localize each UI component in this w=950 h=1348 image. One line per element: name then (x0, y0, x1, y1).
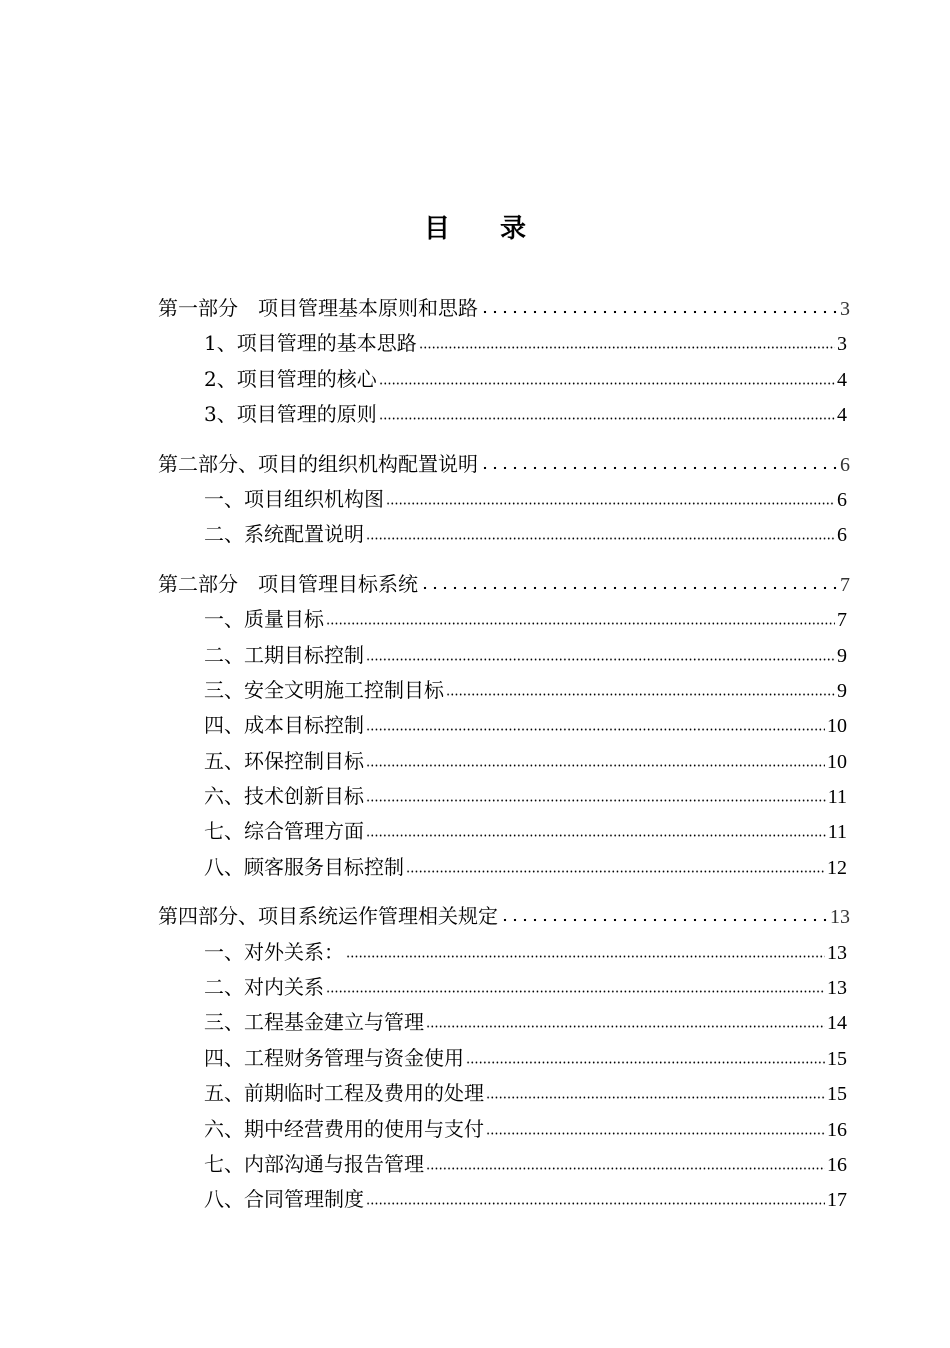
toc-page-number: 15 (827, 1047, 847, 1070)
toc-page-number: 16 (827, 1153, 847, 1176)
toc-page-number: 13 (830, 906, 850, 929)
toc-entry-text: 二、工期目标控制 (204, 642, 364, 667)
toc-entry-text: 五、环保控制目标 (204, 748, 364, 773)
toc-sub-entry[interactable] (0, 483, 950, 518)
toc-sub-entry[interactable] (0, 1148, 950, 1183)
toc-page-number: 6 (837, 488, 847, 511)
toc-page-number: 3 (840, 298, 850, 320)
toc-dot-leader (426, 1014, 825, 1028)
toc-entry-text: 三、安全文明施工控制目标 (204, 677, 444, 702)
table-of-contents (0, 292, 950, 1233)
toc-entry-text: 2、项目管理的核心 (204, 366, 377, 391)
toc-sub-entry[interactable] (0, 971, 950, 1006)
toc-page-number: 4 (837, 404, 847, 427)
toc-title (0, 208, 950, 245)
toc-entry-text: 第一部分 项目管理基本原则和思路 (158, 296, 478, 320)
toc-sub-entry[interactable] (0, 851, 950, 886)
toc-dot-leader (379, 406, 835, 420)
toc-sub-entry[interactable] (0, 398, 950, 433)
toc-dot-leader (446, 682, 835, 696)
toc-dot-leader (366, 823, 826, 837)
toc-dot-leader (346, 944, 825, 958)
toc-title-char-2: 录 (500, 214, 527, 244)
toc-sub-entry[interactable] (0, 709, 950, 744)
toc-entry-text: 一、质量目标 (204, 607, 324, 632)
toc-sub-entry[interactable] (0, 1113, 950, 1148)
toc-entry-text: 第二部分 项目管理目标系统 (158, 571, 418, 596)
toc-section (0, 448, 950, 554)
toc-entry-text: 五、前期临时工程及费用的处理 (204, 1081, 484, 1106)
toc-dot-leader (366, 717, 825, 731)
toc-entry-text: 1、项目管理的基本思路 (204, 331, 417, 356)
toc-dot-leader (500, 908, 828, 922)
toc-sub-entry[interactable] (0, 639, 950, 674)
toc-sub-entry[interactable] (0, 1183, 950, 1218)
toc-entry-text: 六、技术创新目标 (204, 784, 364, 809)
toc-entry-text: 三、工程基金建立与管理 (204, 1010, 424, 1035)
toc-dot-leader (386, 491, 835, 505)
toc-page-number: 11 (827, 786, 847, 809)
toc-page-number: 14 (827, 1012, 847, 1035)
toc-page-number: 7 (840, 573, 850, 596)
toc-entry-text: 二、对内关系 (204, 975, 324, 1000)
toc-heading-entry[interactable] (0, 900, 950, 935)
toc-sub-entry[interactable] (0, 1042, 950, 1077)
toc-sub-entry[interactable] (0, 745, 950, 780)
toc-dot-leader (480, 456, 838, 470)
toc-page-number: 6 (840, 453, 850, 476)
toc-entry-text: 八、顾客服务目标控制 (204, 854, 404, 879)
toc-dot-leader (406, 859, 825, 873)
toc-heading-entry[interactable] (0, 568, 950, 603)
toc-page-number: 13 (827, 941, 847, 964)
toc-dot-leader (486, 1121, 825, 1135)
toc-entry-text: 第四部分、项目系统运作管理相关规定 (158, 904, 498, 929)
toc-dot-leader (366, 788, 826, 802)
toc-page-number: 10 (827, 750, 847, 773)
toc-heading-entry[interactable] (0, 448, 950, 483)
toc-sub-entry[interactable] (0, 363, 950, 398)
toc-dot-leader (419, 335, 835, 349)
toc-dot-leader (379, 371, 835, 385)
toc-sub-entry[interactable] (0, 1077, 950, 1112)
toc-section (0, 900, 950, 1219)
toc-entry-text: 七、综合管理方面 (204, 819, 364, 844)
toc-entry-text: 四、成本目标控制 (204, 713, 364, 738)
toc-entry-text: 六、期中经营费用的使用与支付 (204, 1116, 484, 1141)
toc-sub-entry[interactable] (0, 327, 950, 362)
toc-page-number: 16 (827, 1118, 847, 1141)
toc-dot-leader (366, 753, 825, 767)
toc-heading-entry[interactable] (0, 292, 950, 327)
toc-page-number: 17 (827, 1189, 847, 1212)
toc-section (0, 568, 950, 887)
toc-dot-leader (466, 1050, 825, 1064)
toc-page-number: 11 (827, 821, 847, 844)
toc-dot-leader (480, 300, 838, 314)
toc-sub-entry[interactable] (0, 815, 950, 850)
toc-dot-leader (366, 1191, 825, 1205)
toc-page-number: 13 (827, 977, 847, 1000)
toc-title-char-1: 目 (423, 214, 450, 244)
toc-sub-entry[interactable] (0, 1006, 950, 1041)
toc-page-number: 12 (827, 856, 847, 879)
toc-page-number: 15 (827, 1083, 847, 1106)
toc-dot-leader (486, 1085, 825, 1099)
toc-page-number: 4 (837, 368, 847, 391)
toc-entry-text: 第二部分、项目的组织机构配置说明 (158, 451, 478, 476)
toc-dot-leader (326, 979, 825, 993)
toc-sub-entry[interactable] (0, 518, 950, 553)
toc-page-number: 9 (837, 679, 847, 702)
toc-page-number: 7 (837, 609, 847, 632)
toc-dot-leader (366, 526, 835, 540)
toc-dot-leader (426, 1156, 825, 1170)
toc-page-number: 3 (837, 333, 847, 356)
toc-sub-entry[interactable] (0, 674, 950, 709)
toc-entry-text: 七、内部沟通与报告管理 (204, 1151, 424, 1176)
toc-entry-text: 一、对外关系： (204, 939, 344, 964)
toc-entry-text: 二、系统配置说明 (204, 522, 364, 547)
toc-entry-text: 3、项目管理的原则 (204, 402, 377, 427)
toc-sub-entry[interactable] (0, 936, 950, 971)
toc-entry-text: 八、合同管理制度 (204, 1187, 364, 1212)
toc-sub-entry[interactable] (0, 603, 950, 638)
toc-dot-leader (326, 611, 835, 625)
toc-entry-text: 四、工程财务管理与资金使用 (204, 1045, 464, 1070)
toc-page-number: 10 (827, 715, 847, 738)
toc-dot-leader (420, 576, 838, 590)
toc-section (0, 292, 950, 434)
toc-page-number: 9 (837, 644, 847, 667)
toc-entry-text: 一、项目组织机构图 (204, 486, 384, 511)
toc-dot-leader (366, 647, 835, 661)
toc-page-number: 6 (837, 524, 847, 547)
toc-sub-entry[interactable] (0, 780, 950, 815)
